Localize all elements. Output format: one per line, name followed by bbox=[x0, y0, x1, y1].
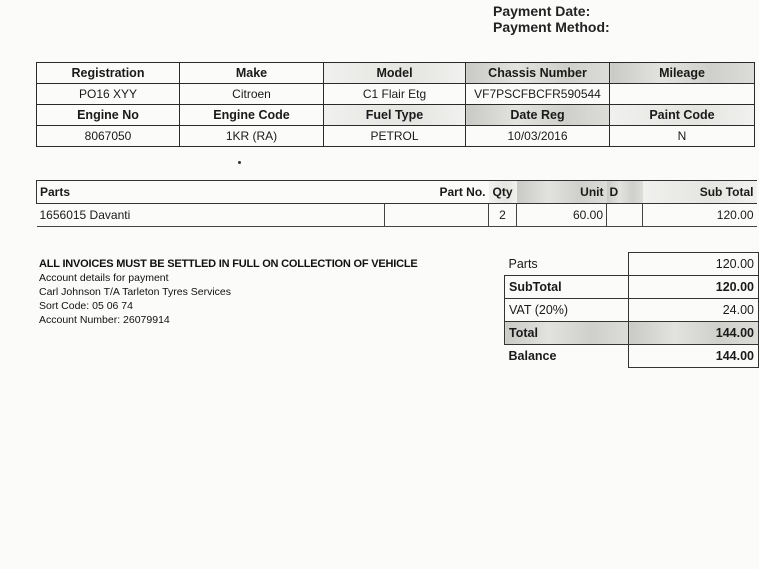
settlement-notice: ALL INVOICES MUST BE SETTLED IN FULL ON COLLECTION OF VEHICLE bbox=[39, 258, 418, 270]
totals-parts-value: 120.00 bbox=[629, 253, 759, 276]
payment-terms bbox=[39, 257, 418, 327]
vehicle-details-table bbox=[36, 62, 755, 147]
engine-no-header: Engine No bbox=[37, 105, 180, 126]
date-reg-header: Date Reg bbox=[466, 105, 610, 126]
fuel-type-header: Fuel Type bbox=[324, 105, 466, 126]
vehicle-header-row-1 bbox=[37, 63, 755, 84]
model-header: Model bbox=[324, 63, 466, 84]
balance-label: Balance bbox=[508, 349, 557, 364]
account-details-heading: Account details for payment bbox=[39, 272, 169, 284]
sort-code: Sort Code: 05 06 74 bbox=[39, 300, 133, 312]
subtotal-value: 120.00 bbox=[629, 276, 759, 299]
payment-method-label: Payment Method: bbox=[493, 19, 610, 35]
part-no-header: Part No. bbox=[385, 181, 489, 204]
unit-header: Unit bbox=[517, 181, 607, 204]
registration-value: PO16 XYY bbox=[37, 84, 180, 105]
part-discount bbox=[607, 204, 643, 227]
account-name: Carl Johnson T/A Tarleton Tyres Services bbox=[39, 286, 232, 298]
totals-parts-row bbox=[505, 253, 759, 276]
parts-header-row bbox=[37, 181, 757, 204]
vehicle-value-row-2 bbox=[37, 126, 755, 147]
engine-code-header: Engine Code bbox=[180, 105, 324, 126]
discount-header: D bbox=[607, 181, 643, 204]
subtotal-label: SubTotal bbox=[505, 276, 629, 299]
balance-row bbox=[505, 345, 759, 368]
model-value: C1 Flair Etg bbox=[324, 84, 466, 105]
sub-total-header: Sub Total bbox=[643, 181, 757, 204]
parts-header: Parts bbox=[37, 181, 385, 204]
mileage-header: Mileage bbox=[610, 63, 755, 84]
payment-date-label: Payment Date: bbox=[493, 3, 591, 19]
make-header: Make bbox=[180, 63, 324, 84]
fuel-type-value: PETROL bbox=[324, 126, 466, 147]
mileage-value bbox=[610, 84, 755, 105]
part-qty: 2 bbox=[489, 204, 517, 227]
total-label: Total bbox=[505, 322, 629, 345]
totals-table bbox=[504, 252, 759, 368]
vehicle-header-row-2 bbox=[37, 105, 755, 126]
qty-header: Qty bbox=[489, 181, 517, 204]
total-value: 144.00 bbox=[629, 322, 759, 345]
chassis-number-value: VF7PSCFBCFR590544 bbox=[466, 84, 610, 105]
account-number: Account Number: 26079914 bbox=[39, 314, 170, 326]
date-reg-value: 10/03/2016 bbox=[466, 126, 610, 147]
engine-code-value: 1KR (RA) bbox=[180, 126, 324, 147]
subtotal-row bbox=[505, 276, 759, 299]
paint-code-value: N bbox=[610, 126, 755, 147]
registration-header: Registration bbox=[37, 63, 180, 84]
engine-no-value: 8067050 bbox=[37, 126, 180, 147]
balance-value: 144.00 bbox=[629, 345, 759, 368]
vehicle-value-row-1 bbox=[37, 84, 755, 105]
vat-row bbox=[505, 299, 759, 322]
chassis-number-header: Chassis Number bbox=[466, 63, 610, 84]
paint-code-header: Paint Code bbox=[610, 105, 755, 126]
part-description: 1656015 Davanti bbox=[37, 204, 385, 227]
make-value: Citroen bbox=[180, 84, 324, 105]
table-row bbox=[37, 204, 757, 227]
part-number bbox=[385, 204, 489, 227]
vat-value: 24.00 bbox=[629, 299, 759, 322]
part-unit-price: 60.00 bbox=[517, 204, 607, 227]
vat-label: VAT (20%) bbox=[505, 299, 629, 322]
totals-parts-label: Parts bbox=[508, 256, 538, 271]
parts-table bbox=[36, 180, 757, 227]
part-sub-total: 120.00 bbox=[643, 204, 757, 227]
print-speck bbox=[238, 161, 241, 164]
total-row bbox=[505, 322, 759, 345]
